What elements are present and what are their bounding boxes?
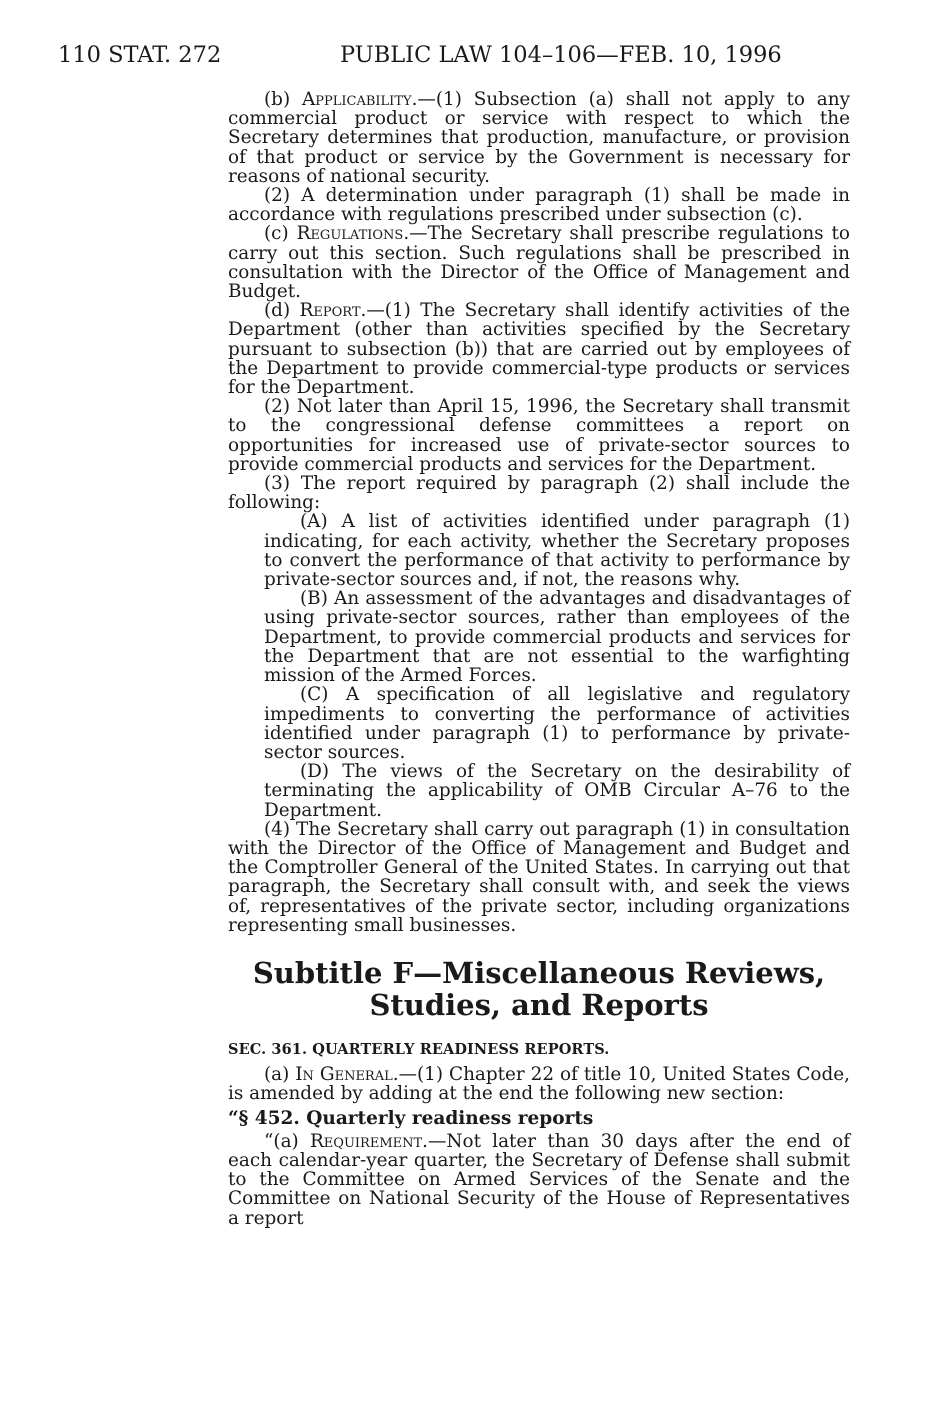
c-heading: Regulations [296, 223, 404, 245]
b-number: (b) [264, 89, 302, 110]
section-title: SEC. 361. QUARTERLY READINESS REPORTS. [228, 1040, 610, 1058]
d-number: (d) [264, 300, 300, 322]
new-section-heading: “§ 452. Quarterly readiness reports [228, 1107, 594, 1129]
paragraph-requirement [228, 1132, 850, 1228]
paragraph-c [228, 224, 850, 301]
paragraph-b1 [228, 90, 850, 186]
paragraph-b2: (2) A determination under paragraph (1) shall be made in accordance with regulations prescribed under subsection (c). [228, 185, 850, 226]
paragraph-d2: (2) Not later than April 15, 1996, the Secretary shall transmit to the congressional defense committees a report on opportunities for increased use of private-sector sources to provide commercial products and services for the Department. [228, 396, 850, 475]
document-body [228, 90, 850, 1228]
sec-a-text: .—(1) Chapter 22 of title 10, United States Code, is amended by adding at the end the following new section: [228, 1064, 850, 1105]
req-heading: Requirement [309, 1130, 423, 1152]
sec-a-number: (a) [264, 1064, 296, 1086]
req-text: .—Not later than 30 days after the end of each calendar-year quarter, the Secretary of Defense shall submit to the Committee on Armed Services of the Senate and the Committee on National Security of the House of Representatives a report [228, 1130, 851, 1229]
d-heading: Report [299, 300, 361, 322]
paragraph-d3-d: (D) The views of the Secretary on the desirability of terminating the applicability of OMB Circular A–76 to the Department. [264, 761, 850, 821]
subtitle-line-1: Subtitle F—Miscellaneous Reviews, [252, 955, 826, 990]
paragraph-d3: (3) The report required by paragraph (2) shall include the following: [228, 473, 850, 514]
c-text: .—The Secretary shall prescribe regulations to carry out this section. Such regulations shall be prescribed in consultation with the Director of the Office of Management and Budget. [228, 223, 850, 303]
paragraph-d3-c: (C) A specification of all legislative and regulatory impediments to converting the performance of activities identified under paragraph (1) to performance by private-sector sources. [264, 684, 850, 763]
paragraph-d1 [228, 301, 850, 397]
subtitle-heading [228, 957, 850, 1021]
sec-a-heading: In General [295, 1064, 393, 1086]
running-header [58, 42, 782, 72]
c-number: (c) [264, 223, 297, 245]
b-heading: Applicability [301, 89, 412, 110]
law-title: PUBLIC LAW 104–106—FEB. 10, 1996 [340, 42, 782, 68]
paragraph-d3-a: (A) A list of activities identified under paragraph (1) indicating, for each activity, whether the Secretary proposes to convert the performance of that activity to performance by private-sector sources and, if not, the reasons why. [264, 511, 850, 591]
req-number: “(a) [264, 1130, 310, 1152]
page-reference: 110 STAT. 272 [58, 42, 222, 68]
paragraph-sec-a [228, 1065, 850, 1103]
d1-text: .—(1) The Secretary shall identify activities of the Department (other than activities specified by the Secretary pursuant to subsection (b)) that are carried out by employees of the Department to provide commercial-type products or services for the Department. [228, 300, 850, 399]
paragraph-d4: (4) The Secretary shall carry out paragraph (1) in consultation with the Director of the Office of Management and Budget and the Comptroller General of the United States. In carrying out that paragraph, the Secretary shall consult with, and seek the views of, representatives of the private sector, including organizations representing small businesses. [228, 818, 850, 936]
paragraph-d3-b: (B) An assessment of the advantages and disadvantages of using private-sector sources, rather than employees of the Department, to provide commercial products and services for the Department that are not essential to the warfighting mission of the Armed Forces. [264, 588, 850, 687]
b1-text: .—(1) Subsection (a) shall not apply to any commercial product or service with respect to which the Secretary determines that production, manufacture, or provision of that product or service by the Government is necessary for reasons of national security. [228, 89, 850, 187]
subtitle-line-2: Studies, and Reports [369, 987, 709, 1022]
